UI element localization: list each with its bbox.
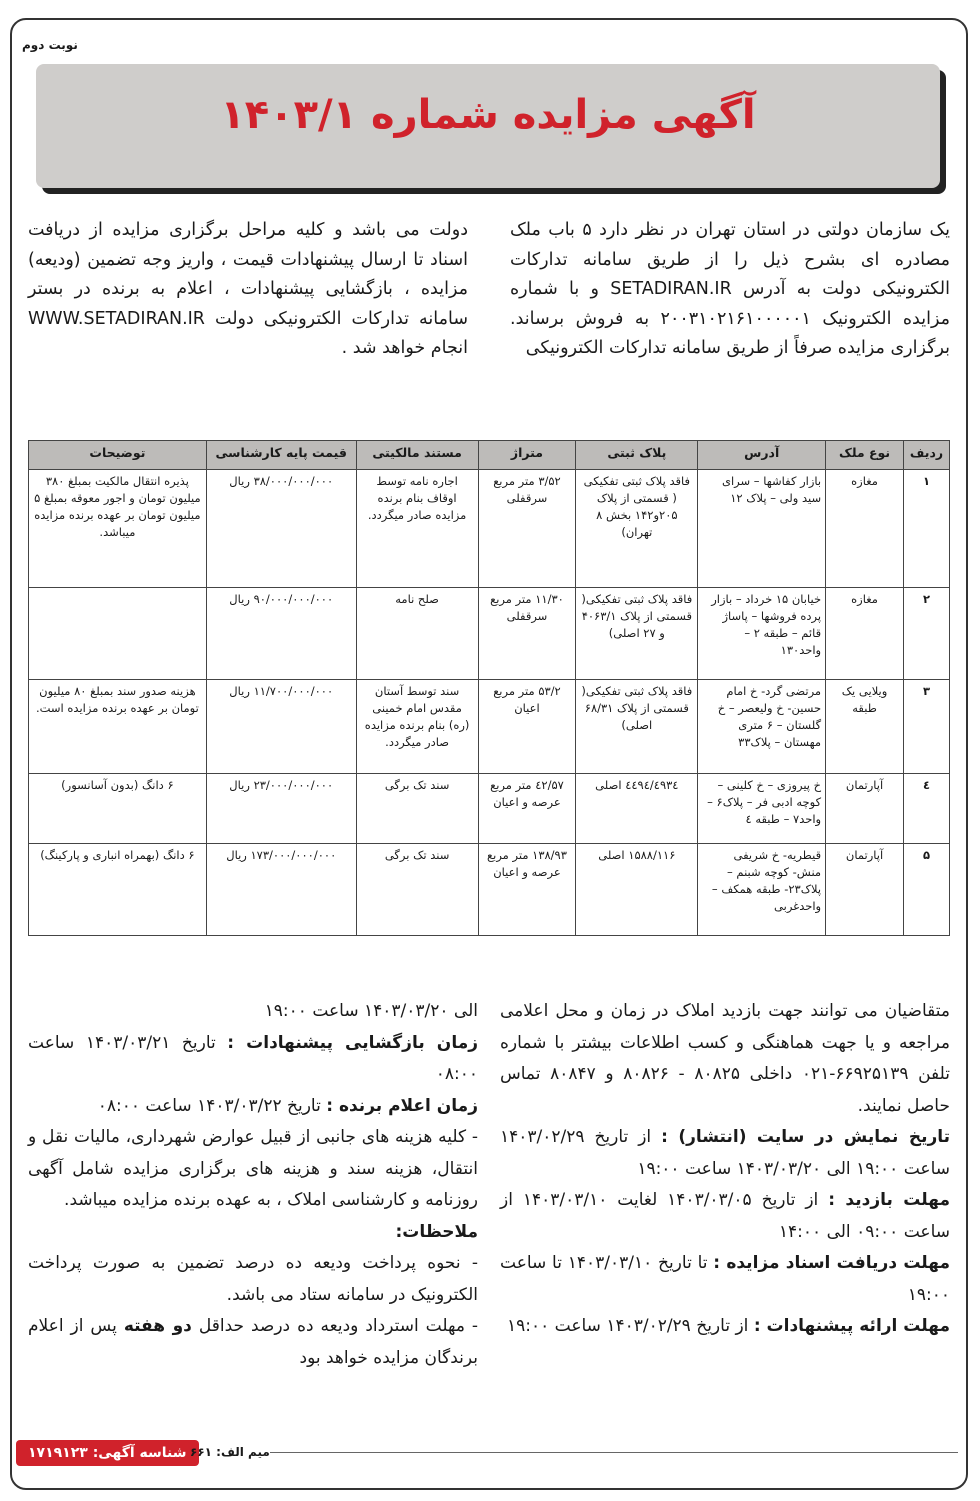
refund-note-period: دو هفته [123, 1316, 192, 1336]
visit-value: از تاریخ ۱۴۰۳/۰۳/۰۵ لغایت ۱۴۰۳/۰۳/۱۰ از ساعت ۰۹:۰۰ الی ۱۴:۰۰ [500, 1190, 950, 1242]
property-deed: صلح نامه [356, 588, 478, 680]
display-value: از تاریخ ۱۴۰۳/۰۲/۲۹ ساعت ۱۹:۰۰ الی ۱۴۰۳/۰۳/۲۰ ساعت ۱۹:۰۰ [500, 1127, 950, 1179]
property-area: ۱۳۸/۹۳ متر مربع عرصه و اعیان [478, 844, 576, 936]
title-banner [36, 64, 940, 188]
refund-note-end: پس از اعلام برندگان مزایده خواهد بود [28, 1316, 478, 1368]
display-label: تاریخ نمایش در سایت (انتشار) : [661, 1127, 951, 1147]
property-type: مغازه [826, 470, 904, 588]
col-header-description: توضیحات [29, 441, 207, 470]
property-description [29, 588, 207, 680]
property-plate: ۱۵۸۸/۱۱۶ اصلی [576, 844, 698, 936]
property-price: ۳۸/۰۰۰/۰۰۰/۰۰۰ ریال [206, 470, 356, 588]
schedule-left-column [28, 996, 478, 1374]
intro-left-column: دولت می باشد و کلیه مراحل برگزاری مزایده از دریافت اسناد تا ارسال پیشنهادات قیمت ، واریز وجه تضمین (ودیعه) مزایده ، بازگشایی پیشنهادات ، اعلام به برنده در بستر سامانه تدارکات الکترونیکی دولت WWW.SETADIRAN.IR انجام خواهد شد . [28, 220, 468, 358]
round-label: نوبت دوم [22, 38, 78, 52]
property-plate: فاقد پلاک ثبتی تفکیکی ( قسمتی از پلاک ۲۰۵و۱۴۲ بخش ۸ تهران) [576, 470, 698, 588]
notes-heading [28, 1217, 478, 1249]
col-header-deed: مستند مالکیتی [356, 441, 478, 470]
opening-time [28, 1028, 478, 1091]
table-row [29, 680, 950, 774]
property-area: ۱۱/۳۰ متر مربع سرقفلی [478, 588, 576, 680]
opening-value: تاریخ ۱۴۰۳/۰۳/۲۱ ساعت ۰۸:۰۰ [28, 1032, 478, 1084]
col-header-price: قیمت پایه کارشناسی [206, 441, 356, 470]
property-price: ۱۷۳/۰۰۰/۰۰۰/۰۰۰ ریال [206, 844, 356, 936]
col-header-address: آدرس [698, 441, 826, 470]
opening-label: زمان بازگشایی پیشنهادات : [227, 1032, 479, 1053]
ad-code: میم الف: ۶۶۱ [190, 1445, 270, 1459]
col-header-type: نوع ملک [826, 441, 904, 470]
property-address: مرتضی گرد- خ امام حسین- خ ولیعصر – خ گلستان – ۶ متری مهستان – پلاک۳۳ [698, 680, 826, 774]
properties-table [28, 440, 950, 936]
property-area: ۳/۵۲ متر مربع سرقفلی [478, 470, 576, 588]
property-type: مغازه [826, 588, 904, 680]
table-row [29, 470, 950, 588]
property-description: ۶ دانگ (بهمراه انباری و پارکینگ) [29, 844, 207, 936]
property-area: ۵۳/۲ متر مربع اعیان [478, 680, 576, 774]
footer-divider [270, 1452, 958, 1453]
property-description: پذیره انتقال مالکیت بمبلغ ۳۸۰ میلیون تومان و اجور معوقه بمبلغ ۵ میلیون تومان بر عهده برنده مزایده میباشد. [29, 470, 207, 588]
property-address: قیطریه- خ شریفی منش- کوچه شبنم – پلاک۲۳- طبقه همکف – واحدغربی [698, 844, 826, 936]
property-deed: سند تک برگی [356, 774, 478, 844]
offers-deadline [500, 1311, 950, 1343]
property-address: بازار کفاشها – سرای سید ولی – پلاک ۱۲ [698, 470, 826, 588]
property-price: ۹۰/۰۰۰/۰۰۰/۰۰۰ ریال [206, 588, 356, 680]
property-type: ویلایی یک طبقه [826, 680, 904, 774]
property-plate: فاقد پلاک ثبتی تفکیکی( قسمتی از پلاک ۴۰۶۳/۱ و ۲۷ اصلی) [576, 588, 698, 680]
offers-label: مهلت ارائه پیشنهادات : [753, 1316, 950, 1336]
visit-period [500, 1185, 950, 1248]
property-deed: اجاره نامه توسط اوقاف بنام برنده مزایده صادر میگردد. [356, 470, 478, 588]
notes-label: ملاحظات: [395, 1221, 478, 1242]
property-description: ۶ دانگ (بدون آسانسور) [29, 774, 207, 844]
row-number: ۲ [904, 588, 950, 680]
table-row [29, 844, 950, 936]
property-deed: سند تک برگی [356, 844, 478, 936]
property-price: ۱۱/۷۰۰/۰۰۰/۰۰۰ ریال [206, 680, 356, 774]
property-type: آپارتمان [826, 844, 904, 936]
property-description: هزینه صدور سند بمبلغ ۸۰ میلیون تومان بر عهده برنده مزایده است. [29, 680, 207, 774]
property-type: آپارتمان [826, 774, 904, 844]
property-plate: ٤٤٩٤/٤٩٣٤ اصلی [576, 774, 698, 844]
row-number: ۳ [904, 680, 950, 774]
row-number: ۱ [904, 470, 950, 588]
col-header-plate: پلاک ثبتی [576, 441, 698, 470]
refund-note-start: - مهلت استرداد ودیعه ده درصد حداقل [198, 1316, 479, 1336]
intro-right-column: یک سازمان دولتی در استان تهران در نظر دارد ۵ باب ملک مصادره ای بشرح ذیل را از طریق سامانه تدارکات الکترونیکی دولت به آدرس SETADIRAN.IR و با شماره مزایده الکترونیک ۲۰۰۳۱۰۲۱۶۱۰۰۰۰۰۱ به فروش برساند. برگزاری مزایده صرفاً از طریق سامانه تدارکات الکترونیکی [510, 220, 951, 358]
schedule-right-column [500, 996, 950, 1343]
row-number: ٤ [904, 774, 950, 844]
ad-id-badge: شناسه آگهی: ۱۷۱۹۱۲۳ [16, 1440, 199, 1466]
visit-contact-text: متقاضیان می توانند جهت بازدید املاک در زمان و محل اعلامی مراجعه و یا جهت هماهنگی و کسب اطلاعات بیشتر با شماره تلفن ۶۶۹۲۵۱۳۹-۰۲۱ داخلی ۸۰۸۲۵ - ۸۰۸۲۶ و ۸۰۸۴۷ تماس حاصل نمایند. [500, 1001, 950, 1116]
property-plate: فاقد پلاک ثبتی تفکیکی( قسمتی از پلاک ۶۸/۳۱ اصلی) [576, 680, 698, 774]
refund-note [28, 1311, 478, 1374]
property-area: ۵۷/٤۲ متر مربع عرصه و اعیان [478, 774, 576, 844]
docs-deadline [500, 1248, 950, 1311]
winner-time [28, 1091, 478, 1123]
col-header-area: متراژ [478, 441, 576, 470]
table-row [29, 588, 950, 680]
offers-end: الی ۱۴۰۳/۰۳/۲۰ ساعت ۱۹:۰۰ [264, 1001, 478, 1021]
property-price: ۲۳/۰۰۰/۰۰۰/۰۰۰ ریال [206, 774, 356, 844]
visit-label: مهلت بازدید : [828, 1190, 950, 1210]
row-number: ۵ [904, 844, 950, 936]
deposit-note: - نحوه پرداخت ودیعه ده درصد تضمین به صورت پرداخت الکترونیک در سامانه ستاد می باشد. [28, 1253, 478, 1305]
offers-value: از تاریخ ۱۴۰۳/۰۲/۲۹ ساعت ۱۹:۰۰ [506, 1316, 749, 1336]
table-header-row [29, 441, 950, 470]
page-title: آگهی مزایده شماره ۱۴۰۳/۱ [220, 92, 756, 138]
costs-note: - کلیه هزینه های جانبی از قبیل عوارض شهرداری، مالیات نقل و انتقال، هزینه سند و هزینه های برگزاری مزایده شامل آگهی روزنامه و کارشناسی املاک ، به عهده برنده مزایده میباشد. [28, 1127, 478, 1210]
property-address: خیابان ۱۵ خرداد – بازار پرده فروشها – پاساژ قائم – طبقه ۲ – واحد۱۳۰ [698, 588, 826, 680]
table-row [29, 774, 950, 844]
property-deed: سند توسط آستان مقدس امام خمینی (ره) بنام برنده مزایده صادر میگردد. [356, 680, 478, 774]
col-header-row-number: ردیف [904, 441, 950, 470]
winner-value: تاریخ ۱۴۰۳/۰۳/۲۲ ساعت ۰۸:۰۰ [97, 1095, 321, 1116]
docs-label: مهلت دریافت اسناد مزایده : [713, 1253, 950, 1273]
winner-label: زمان اعلام برنده : [326, 1095, 478, 1116]
docs-value: تا تاریخ ۱۴۰۳/۰۳/۱۰ تا ساعت ۱۹:۰۰ [500, 1253, 950, 1305]
display-period [500, 1122, 950, 1185]
property-address: خ پیروزی – خ کلینی – کوچه ادبی فر – پلاک۶ – واحد۷ – طبقه ٤ [698, 774, 826, 844]
